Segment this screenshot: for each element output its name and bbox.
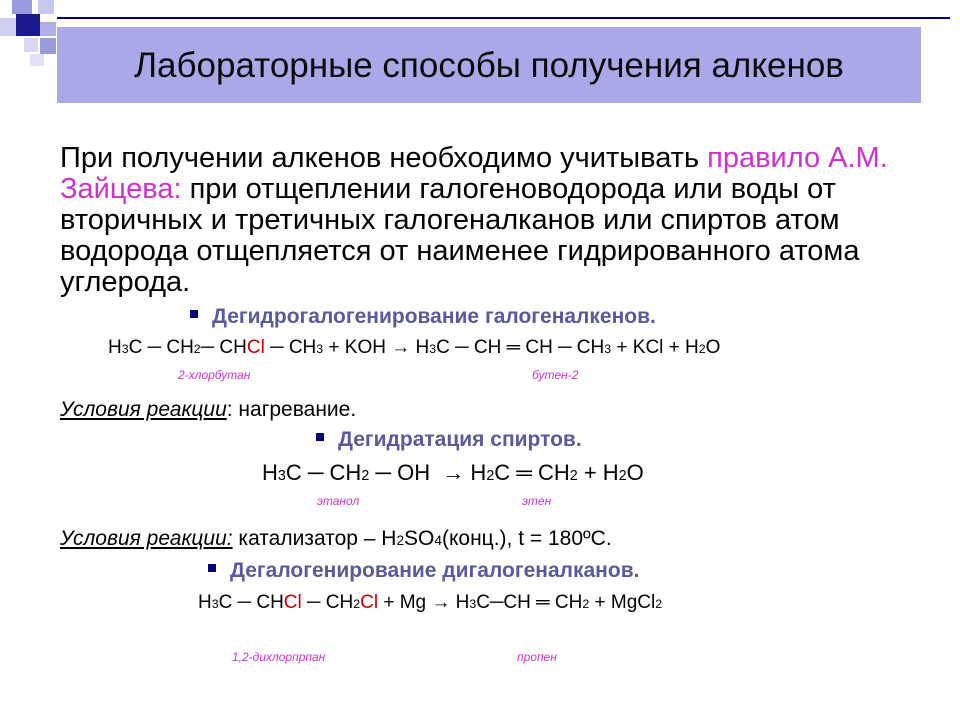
conditions-2: Условия реакции: катализатор – $H_2SO_4(конц.)$, t = 180ºC.: [60, 527, 612, 550]
equation-dehydrohalogenation: $H_3C$ ─ $CH_2─$ CHCl ─ $CH_3$ + KOH → $H_3C$ ─ CH ═ CH ─ $CH_3$ + KCl + $H_2O$: [108, 337, 721, 358]
product-label-1: бутен-2: [532, 368, 579, 382]
intro-text-2: при отщеплении галогеноводорода или воды от вторичных и третичных галогеналканов или спиртов атом водорода отщепляется от наименее гидрированного атома углерода.: [60, 173, 860, 298]
equation-dehalogenation: $H_3C$ ─ CHCl ─ $CH_2Cl + Mg$ → $H_3C─CH$ ═ $CH_2$ + MgCl$_2$: [198, 592, 663, 613]
section1-heading: Дегидрогалогенирование галогеналкенов.: [190, 305, 656, 329]
reactant-label-2: этанол: [317, 494, 360, 508]
slide-title: Лабораторные способы получения алкенов: [134, 46, 844, 85]
zaitsev-rule: правило А.М. Зайцева:: [60, 142, 888, 205]
reactant-label-1: 2-хлорбутан: [178, 368, 251, 382]
intro-text-1: При получении алкенов необходимо учитывать: [60, 142, 708, 174]
header-rule: [57, 17, 950, 19]
reactant-label-3: 1,2-дихлорпрпан: [232, 650, 326, 664]
product-label-2: этен: [522, 494, 552, 508]
bullet-square-icon: [208, 564, 216, 572]
bullet-square-icon: [190, 310, 198, 318]
equation-dehydration: $H_3C$ ─ $CH_2$ ─ OH → $H_2C$ ═ $CH_2 + H_2O$: [262, 460, 644, 485]
conditions-1: Условия реакции: нагревание.: [60, 398, 357, 421]
product-label-3: пропен: [517, 650, 557, 664]
bullet-square-icon: [316, 433, 324, 441]
intro-paragraph: [60, 143, 920, 298]
section3-heading: Дегалогенирование дигалогеналканов.: [208, 559, 639, 583]
title-bar: [57, 27, 921, 103]
section2-heading: Дегидратация спиртов.: [316, 428, 582, 452]
